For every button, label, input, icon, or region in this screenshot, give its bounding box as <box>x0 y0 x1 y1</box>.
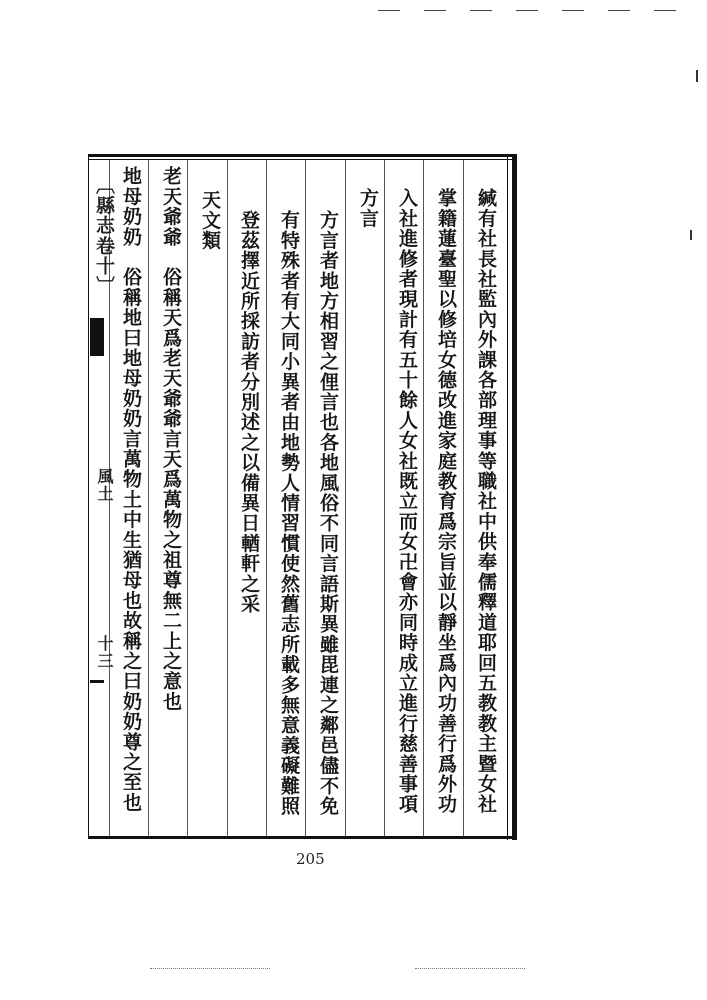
text-column-3: 入社進修者現計有五十餘人女社既立而女卍會亦同時成立進行慈善事項 <box>396 188 418 815</box>
column-divider <box>423 160 424 836</box>
column-divider <box>266 160 267 836</box>
scan-mark <box>378 10 400 11</box>
column-divider <box>305 160 306 836</box>
text-column-2: 掌籍蓮臺聖以修培女德改進家庭教育爲宗旨並以靜坐爲內功善行爲外功 <box>435 188 457 815</box>
column-divider <box>187 160 188 836</box>
margin-section-label: 風土 <box>95 468 114 503</box>
frame-top-border <box>88 154 517 157</box>
frame-bottom-border <box>88 836 517 839</box>
scan-mark <box>415 968 525 970</box>
column-divider <box>384 160 385 836</box>
column-divider <box>345 160 346 836</box>
margin-leaf-number: 十三 <box>95 635 114 670</box>
text-column-10: 地母奶奶 俗稱地曰地母奶奶言萬物土中生猶母也故稱之曰奶奶尊之至也 <box>120 166 142 813</box>
scan-speck <box>696 70 698 82</box>
text-column-6: 有特殊者有大同小異者由地勢人情習慣使然舊志所載多無意義礙難照 <box>278 210 300 816</box>
scan-mark <box>654 10 676 11</box>
text-column-1: 緘有社長社監內外課各部理事等職社中供奉儒釋道耶回五教教主暨女社 <box>475 188 497 815</box>
scan-speck <box>690 230 692 240</box>
text-column-9: 老天爺爺 俗稱天爲老天爺爺言天爲萬物之祖尊無二上之意也 <box>160 166 182 712</box>
scan-mark <box>516 10 538 11</box>
fold-fishtail-mark <box>90 318 104 356</box>
frame-top-inner-border <box>88 159 517 160</box>
text-column-5: 方言者地方相習之俚言也各地風俗不同言語斯異雖毘連之鄰邑儘不免 <box>317 210 339 816</box>
fold-rule-mark <box>90 680 104 683</box>
text-column-7: 登茲擇近所採訪者分別述之以備異日輶軒之采 <box>238 210 260 614</box>
frame-left-border <box>88 154 89 839</box>
section-heading-dialect: 方言 <box>357 188 379 229</box>
column-divider <box>148 160 149 836</box>
scan-mark <box>562 10 584 11</box>
frame-right-border <box>512 154 517 840</box>
column-divider <box>463 160 464 836</box>
subheading-astronomy: 天文類 <box>199 190 221 251</box>
scan-mark <box>150 968 270 970</box>
scan-mark <box>470 10 492 11</box>
scan-mark <box>424 10 446 11</box>
scan-mark <box>608 10 630 11</box>
page-number: 205 <box>296 850 325 868</box>
frame-right-inner-border <box>507 157 508 840</box>
margin-book-title: 〔縣志卷十〕 <box>93 175 115 297</box>
column-divider <box>227 160 228 836</box>
